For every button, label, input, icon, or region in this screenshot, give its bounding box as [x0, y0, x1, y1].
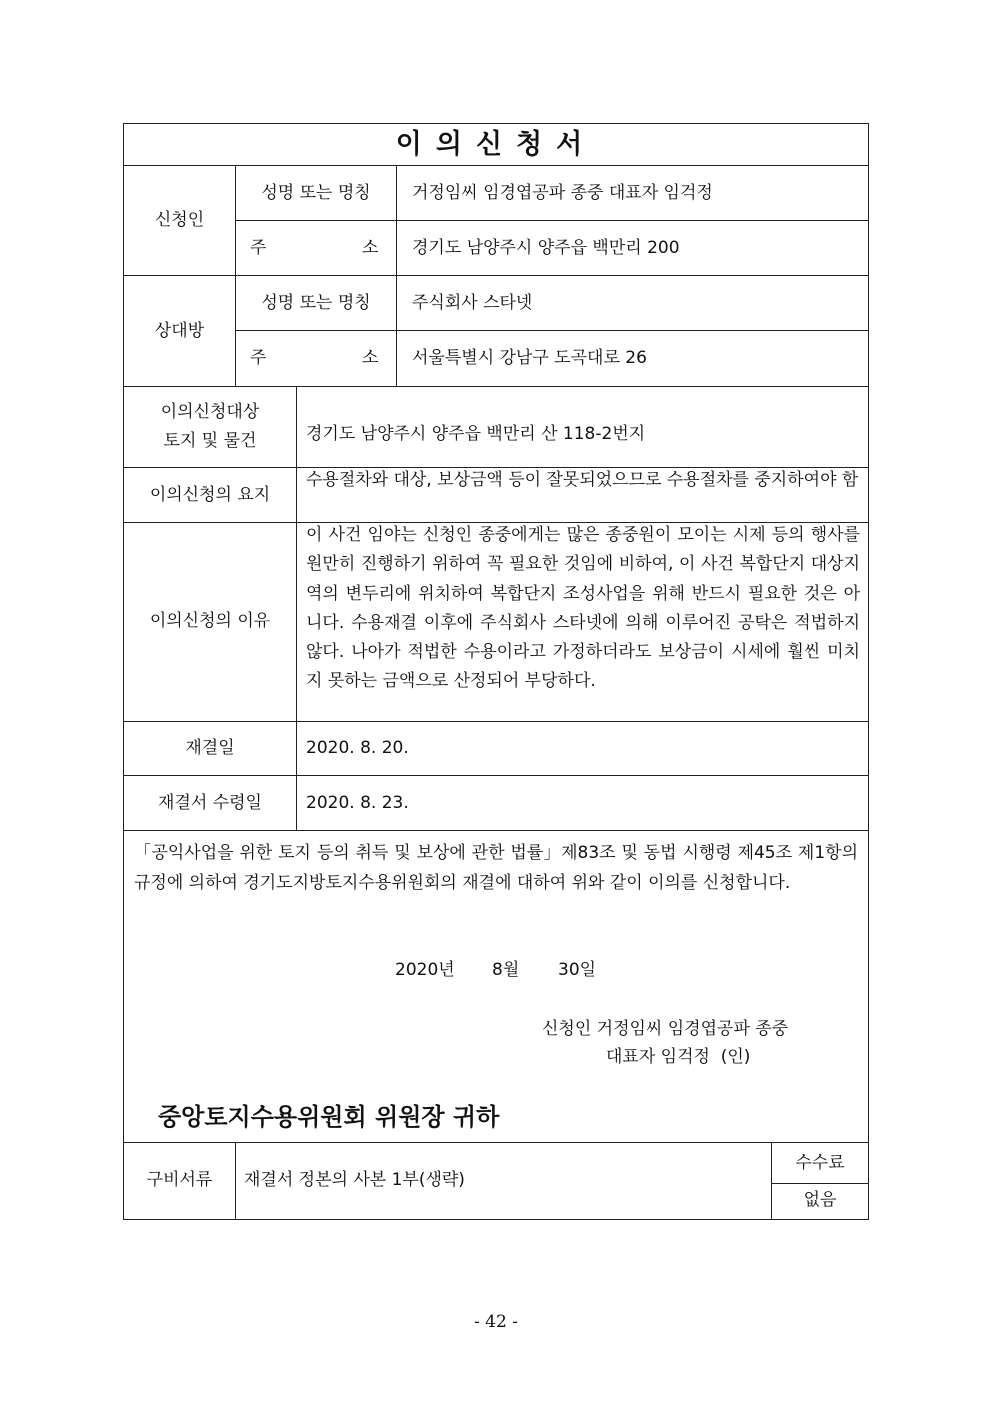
- rule: [124, 830, 868, 831]
- counterparty-name-label: 성명 또는 명칭: [261, 293, 371, 313]
- date-year: 2020년: [395, 960, 455, 980]
- counterparty-section-label: 상대방: [154, 321, 205, 341]
- rule: [396, 165, 397, 386]
- fee-value: 없음: [803, 1190, 837, 1210]
- target-label-line2: 토지 및 물건: [163, 431, 257, 451]
- rule: [296, 386, 297, 830]
- counterparty-address-label-left: 주: [250, 348, 267, 368]
- objection-form: [123, 123, 869, 1220]
- applicant-address-label-right: 소: [362, 238, 379, 258]
- target-label-line1: 이의신청대상: [160, 402, 260, 422]
- applicant-section-label: 신청인: [154, 210, 205, 230]
- addressee: 중앙토지수용위원회 위원장 귀하: [158, 1103, 500, 1131]
- signature-line2: 대표자 임걱정 (인): [606, 1047, 751, 1067]
- target-value: 경기도 남양주시 양주읍 백만리 산 118-2번지: [306, 424, 646, 444]
- decision-date-label: 재결일: [185, 738, 235, 758]
- page-number: - 42 -: [474, 1312, 518, 1332]
- receipt-date-value: 2020. 8. 23.: [306, 793, 409, 813]
- applicant-name-label: 성명 또는 명칭: [261, 183, 371, 203]
- rule: [771, 1183, 868, 1184]
- signature-line1: 신청인 거정임씨 임경엽공파 종중: [542, 1019, 789, 1039]
- documents-label: 구비서류: [146, 1170, 213, 1190]
- counterparty-address-label-right: 소: [362, 348, 379, 368]
- rule: [124, 386, 868, 387]
- decision-date-value: 2020. 8. 20.: [306, 738, 409, 758]
- applicant-address-label-left: 주: [250, 238, 267, 258]
- gist-label: 이의신청의 요지: [149, 485, 271, 505]
- statement-text: 「공익사업을 위한 토지 등의 취득 및 보상에 관한 법률」제83조 및 동법 시행령 제45조 제1항의 규정에 의하여 경기도지방토지수용위원회의 재결에 대하여 위와 같이 이의를 신청합니다.: [134, 843, 858, 893]
- receipt-date-label: 재결서 수령일: [158, 793, 262, 813]
- fee-label: 수수료: [795, 1153, 845, 1173]
- date-month: 8월: [492, 960, 520, 980]
- gist-text: 수용절차와 대상, 보상금액 등이 잘못되었으므로 수용절차를 중지하여야 함: [306, 470, 859, 490]
- reason-label: 이의신청의 이유: [149, 611, 271, 631]
- form-title: 이의신청서: [395, 129, 597, 160]
- rule: [236, 330, 868, 331]
- counterparty-address: 서울특별시 강남구 도곡대로 26: [412, 348, 647, 368]
- date-day: 30일: [558, 960, 597, 980]
- reason-text: 이 사건 임야는 신청인 종중에게는 많은 종중원이 모이는 시제 등의 행사를 원만히 진행하기 위하여 꼭 필요한 것임에 비하여, 이 사건 복합단지 대상지역의 변두리에 위치하여 복합단지 조성사업을 위해 반드시 필요한 것은 아니다. 수용재결 이후에 주식회사 스타넷에 의해 이루어진 공탁은 적법하지 않다. 나아가 적법한 수용이라고 가정하더라도 보상금이 시세에 훨씬 미치지 못하는 금액으로 산정되어 부당하다.: [306, 525, 860, 692]
- rule: [236, 220, 868, 221]
- rule: [124, 775, 868, 776]
- counterparty-name: 주식회사 스타넷: [412, 293, 533, 313]
- documents-value: 재결서 정본의 사본 1부(생략): [244, 1170, 465, 1190]
- rule: [235, 1142, 236, 1219]
- rule: [124, 721, 868, 722]
- applicant-address: 경기도 남양주시 양주읍 백만리 200: [412, 238, 680, 258]
- applicant-name: 거정임씨 임경엽공파 종중 대표자 임걱정: [412, 183, 713, 203]
